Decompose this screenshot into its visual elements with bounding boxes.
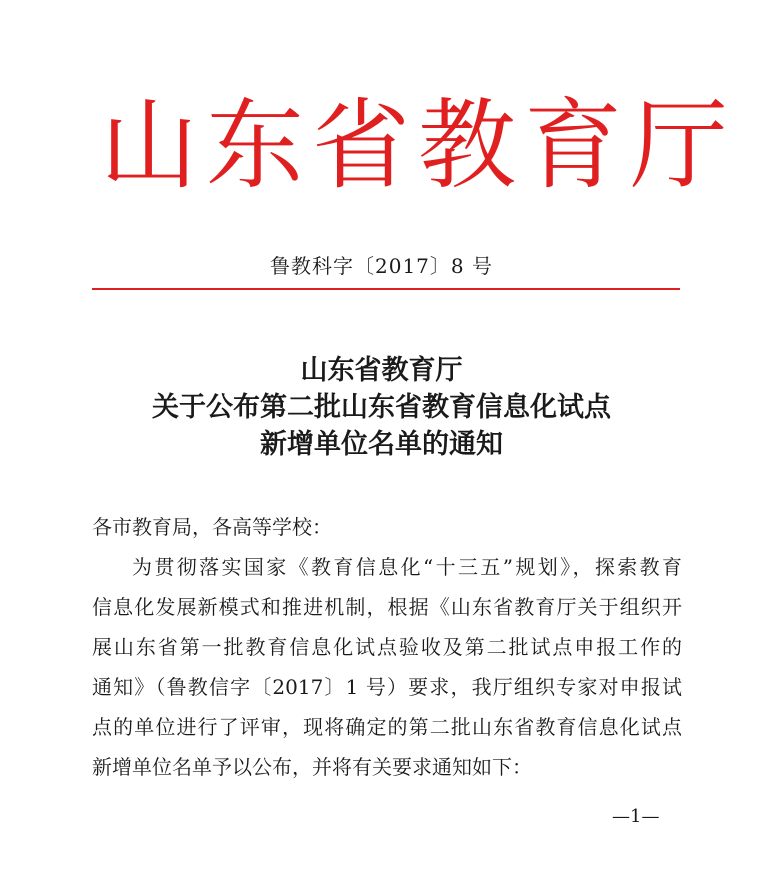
body-line-5: 点的单位进行了评审，现将确定的第二批山东省教育信息化试点 [92, 715, 682, 739]
notice-title-line-3: 新增单位名单的通知 [260, 429, 503, 460]
body-line-2: 信息化发展新模式和推进机制，根据《山东省教育厅关于组织开 [92, 595, 682, 619]
red-divider-line [92, 288, 680, 290]
notice-title [0, 352, 763, 463]
page-number: —1— [612, 806, 660, 827]
body-line-1: 为贯彻落实国家《教育信息化“十三五”规划》，探索教育 [132, 555, 682, 579]
salutation: 各市教育局，各高等学校： [92, 515, 332, 539]
body-line-3: 展山东省第一批教育信息化试点验收及第二批试点申报工作的 [92, 635, 682, 659]
agency-header: 山东省教育厅 [100, 89, 737, 203]
notice-title-line-1: 山东省教育厅 [300, 355, 463, 386]
document-number: 鲁教科字〔2017〕8 号 [270, 254, 493, 278]
notice-title-line-2: 关于公布第二批山东省教育信息化试点 [152, 392, 611, 423]
body-line-6: 新增单位名单予以公布，并将有关要求通知如下： [92, 755, 532, 779]
body-line-4: 通知》（鲁教信字〔2017〕1 号）要求，我厅组织专家对申报试 [92, 675, 682, 699]
